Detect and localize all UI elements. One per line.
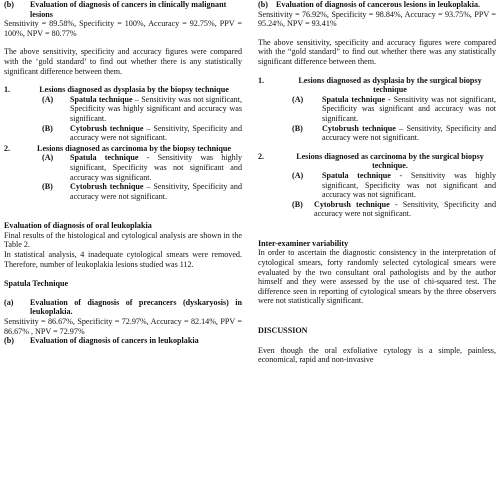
sub-text — [70, 95, 242, 124]
heading-label: (b) — [4, 0, 14, 9]
list-title: Lesions diagnosed as carcinoma by the biopsy technique — [37, 143, 231, 153]
sub-item-cytobrush — [258, 124, 496, 143]
precancer-heading — [4, 298, 242, 317]
list-item-carcinoma — [4, 144, 242, 154]
sub-item-spatula — [258, 171, 496, 200]
technique-name: Cytobrush technique — [70, 123, 144, 133]
technique-result: – Sensitivity was not significant, Specificity was highly significant and accuracy was significant. — [70, 94, 242, 123]
sub-text — [322, 95, 496, 124]
heading-label: (b) — [4, 336, 14, 346]
technique-result: - Sensitivity, Specificity and accuracy were not significant. — [314, 199, 496, 219]
technique-name: Spatula technique — [322, 170, 391, 180]
list-item-dysplasia — [258, 76, 496, 95]
oral-leukoplakia-heading: Evaluation of diagnosis of oral leukoplakia — [4, 221, 152, 231]
list-item-dysplasia — [4, 85, 242, 95]
sub-item-cytobrush — [4, 182, 242, 201]
sub-item-spatula — [4, 95, 242, 124]
technique-name: Cytobrush technique — [70, 182, 144, 192]
sub-item-spatula — [4, 153, 242, 182]
sub-text — [70, 153, 242, 182]
sub-item-spatula — [258, 95, 496, 124]
sub-text — [322, 124, 496, 143]
cancerous-lesions-stats: Sensitivity = 76.92%, Specificity = 98.84%, Accuracy = 93.75%, PPV = 95.24%, NPV = 93.41% — [258, 9, 496, 29]
discussion-paragraph: Even though the oral exfoliative cytology is a simple, painless, economical, rapid and non-invasive — [258, 345, 496, 365]
technique-name: Spatula technique — [322, 94, 386, 104]
sub-text — [314, 200, 496, 219]
sub-item-cytobrush — [4, 124, 242, 143]
list-title: Lesions diagnosed as carcinoma by the surgical biopsy technique. — [296, 151, 484, 171]
cancerous-lesions-heading — [258, 0, 496, 10]
sub-label: (B) — [292, 199, 303, 209]
sub-label: (B) — [42, 182, 53, 192]
cancer-clinical-heading — [4, 0, 242, 19]
heading-text: Evaluation of diagnosis of cancers in clinically malignant lesions — [30, 0, 227, 19]
sub-label: (B) — [292, 123, 303, 133]
list-number: 2. — [4, 143, 11, 153]
precancer-stats: Sensitivity = 86.67%, Specificity = 72.97%, Accuracy = 82.14%, PPV = 86.67% , NPV = 72.97% — [4, 317, 242, 336]
comparison-paragraph: The above sensitivity, specificity and accuracy figures were compared with the ‘gold standard’ to find out whether there is any statistically significant difference between them. — [4, 47, 242, 76]
technique-result: - Sensitivity was highly significant, Specificity was not significant and accuracy was significant. — [70, 153, 242, 182]
technique-result: – Sensitivity, Specificity and accuracy were not significant. — [70, 123, 242, 143]
heading-text: Evaluation of diagnosis of precancers (dyskaryosis) in leukoplakia. — [30, 297, 242, 317]
technique-result: - Sensitivity was highly significant, Specificity was not significant and accuracy was not significant. — [322, 170, 496, 200]
cancer-clinical-stats: Sensitivity = 89.58%, Specificity = 100%, Accuracy = 92.75%, PPV = 100%, NPV = 80.77% — [4, 19, 242, 38]
heading-text: Evaluation of diagnosis of cancerous lesions in leukoplakia. — [276, 0, 481, 9]
technique-result: – Sensitivity, Specificity and accuracy were not significant. — [322, 123, 496, 143]
heading-label: (a) — [4, 297, 14, 307]
list-number: 2. — [258, 151, 265, 161]
technique-name: Spatula technique — [70, 94, 133, 104]
spatula-technique-heading: Spatula Technique — [4, 279, 69, 289]
list-title: Lesions diagnosed as dysplasia by the surgical biopsy technique — [298, 75, 482, 95]
oral-results-paragraph: Final results of the histological and cytological analysis are shown in the Table 2. — [4, 230, 242, 250]
technique-name: Spatula technique — [70, 153, 139, 163]
inter-examiner-heading: Inter-examiner variability — [258, 238, 349, 248]
oral-statistics-paragraph: In statistical analysis, 4 inadequate cytological smears were removed. Therefore, number of leukoplakia lesions studied was 112. — [4, 250, 242, 269]
list-number: 1. — [4, 85, 11, 95]
technique-name: Cytobrush technique — [322, 123, 396, 133]
list-item-carcinoma — [258, 152, 496, 171]
sub-text — [70, 182, 242, 201]
left-column — [4, 0, 242, 346]
comparison-paragraph: The above sensitivity, specificity and accuracy figures were compared with the “gold standard” to find out whether there was any statistically significant difference between them. — [258, 37, 496, 66]
technique-result: – Sensitivity, Specificity and accuracy were not significant. — [70, 182, 242, 201]
sub-text — [70, 124, 242, 143]
sub-item-cytobrush — [258, 200, 496, 219]
list-number: 1. — [258, 75, 265, 85]
right-column — [258, 0, 496, 365]
sub-label: (A) — [42, 153, 54, 163]
sub-text — [322, 171, 496, 200]
inter-examiner-paragraph: In order to ascertain the diagnostic consistency in the interpretation of cytological smears, forty randomly selected cytological smears were evaluated by the two consultant oral pathologists and by the author himself and they were assessed by the use of chi-squared test. The difference seen in reporting of cytological smears by the three observers were not statistically significant. — [258, 248, 496, 306]
heading-label: (b) — [258, 0, 268, 9]
heading-text: Evaluation of diagnosis of cancers in leukoplakia — [30, 336, 199, 346]
discussion-heading: DISCUSSION — [258, 326, 308, 336]
sub-label: (A) — [42, 94, 54, 104]
sub-label: (B) — [42, 123, 53, 133]
technique-name: Cytobrush technique — [314, 199, 390, 209]
technique-result: - Sensitivity was not significant, Specificity was significant and accuracy was not significant. — [322, 94, 496, 123]
list-title: Lesions diagnosed as dysplasia by the biopsy technique — [39, 85, 229, 95]
sub-label: (A) — [292, 94, 304, 104]
sub-label: (A) — [292, 170, 304, 180]
cancer-leukoplakia-heading — [4, 336, 242, 346]
